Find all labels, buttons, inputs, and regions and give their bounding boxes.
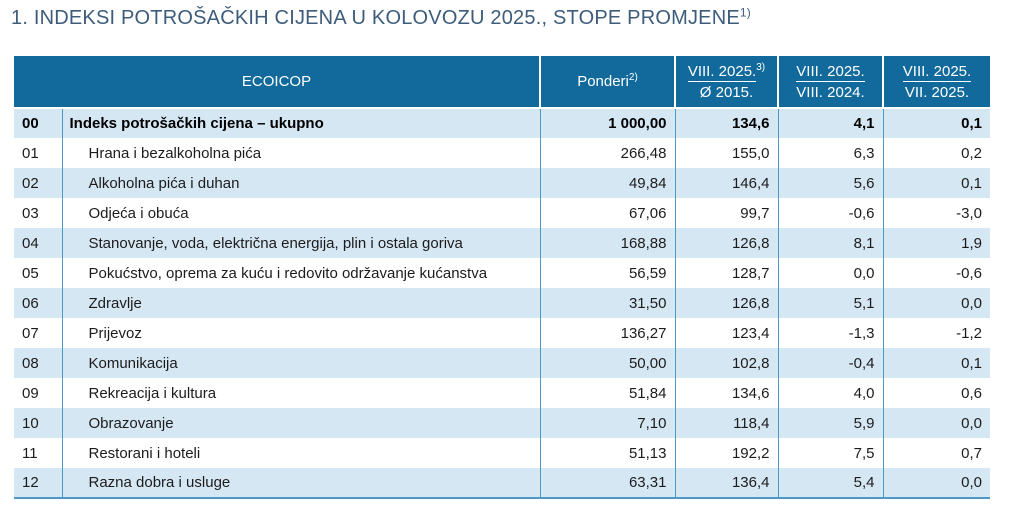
row-code: 03 [14,198,62,228]
row-mom: 0,0 [883,408,990,438]
table-row [14,438,990,468]
table-body [14,108,990,498]
page [0,7,1024,514]
row-ponderi: 51,84 [540,378,675,408]
page-title [11,7,1024,30]
row-yoy: 5,9 [778,408,883,438]
table-row [14,318,990,348]
row-yoy: -0,4 [778,348,883,378]
row-ponderi: 49,84 [540,168,675,198]
row-name: Rekreacija i kultura [62,378,540,408]
row-name: Restorani i hoteli [62,438,540,468]
index-2015-fraction [688,61,765,103]
table-row [14,228,990,258]
row-name: Prijevoz [62,318,540,348]
row-index-2015: 146,4 [675,168,778,198]
row-name: Zdravlje [62,288,540,318]
row-index-2015: 126,8 [675,288,778,318]
cpi-table [14,56,990,499]
row-mom: -0,6 [883,258,990,288]
row-yoy: 6,3 [778,138,883,168]
row-name: Indeks potrošačkih cijena – ukupno [62,108,540,138]
table-row [14,408,990,438]
col-header-index-2015 [675,56,778,108]
row-mom: 0,2 [883,138,990,168]
row-yoy: 0,0 [778,258,883,288]
row-code: 07 [14,318,62,348]
index-2015-numerator: VIII. 2025. [687,62,757,80]
row-code: 09 [14,378,62,408]
row-yoy: 4,0 [778,378,883,408]
row-index-2015: 136,4 [675,468,778,498]
row-yoy: 5,6 [778,168,883,198]
row-index-2015: 126,8 [675,228,778,258]
ponderi-label: Ponderi [577,73,629,90]
index-2015-denominator: Ø 2015. [699,83,754,101]
row-mom: 0,1 [883,348,990,378]
row-code: 02 [14,168,62,198]
yoy-fraction [796,61,864,103]
row-index-2015: 102,8 [675,348,778,378]
col-header-ecoicop: ECOICOP [14,56,540,108]
row-index-2015: 155,0 [675,138,778,168]
yoy-numerator: VIII. 2025. [796,62,865,80]
row-name: Komunikacija [62,348,540,378]
row-mom: -3,0 [883,198,990,228]
row-name: Odjeća i obuća [62,198,540,228]
row-ponderi: 51,13 [540,438,675,468]
row-ponderi: 56,59 [540,258,675,288]
table-row [14,258,990,288]
table-row [14,378,990,408]
row-index-2015: 118,4 [675,408,778,438]
row-mom: 0,1 [883,168,990,198]
col-header-mom [883,56,990,108]
row-ponderi: 136,27 [540,318,675,348]
row-ponderi: 50,00 [540,348,675,378]
row-index-2015: 123,4 [675,318,778,348]
row-code: 11 [14,438,62,468]
row-code: 08 [14,348,62,378]
table-row [14,288,990,318]
row-yoy: -1,3 [778,318,883,348]
row-code: 00 [14,108,62,138]
row-index-2015: 134,6 [675,108,778,138]
row-mom: 0,6 [883,378,990,408]
row-ponderi: 67,06 [540,198,675,228]
row-code: 10 [14,408,62,438]
row-yoy: 5,4 [778,468,883,498]
row-name: Hrana i bezalkoholna pića [62,138,540,168]
row-mom: -1,2 [883,318,990,348]
row-yoy: -0,6 [778,198,883,228]
row-yoy: 4,1 [778,108,883,138]
mom-numerator: VIII. 2025. [902,62,972,80]
row-code: 06 [14,288,62,318]
row-yoy: 8,1 [778,228,883,258]
title-footnote-marker: 1) [739,5,751,20]
row-ponderi: 7,10 [540,408,675,438]
row-ponderi: 1 000,00 [540,108,675,138]
row-index-2015: 128,7 [675,258,778,288]
table-row [14,168,990,198]
row-mom: 0,0 [883,288,990,318]
ponderi-footnote-marker: 2) [628,72,638,83]
col-header-ponderi [540,56,675,108]
row-index-2015: 192,2 [675,438,778,468]
table-row [14,348,990,378]
row-code: 04 [14,228,62,258]
mom-denominator: VII. 2025. [904,83,970,101]
table-row [14,198,990,228]
row-yoy: 5,1 [778,288,883,318]
row-ponderi: 31,50 [540,288,675,318]
row-yoy: 7,5 [778,438,883,468]
row-mom: 0,7 [883,438,990,468]
col-header-yoy [778,56,883,108]
row-code: 01 [14,138,62,168]
row-code: 12 [14,468,62,498]
header-row [14,56,990,108]
table-row [14,468,990,498]
row-name: Obrazovanje [62,408,540,438]
row-index-2015: 99,7 [675,198,778,228]
row-name: Pokućstvo, oprema za kuću i redovito održavanje kućanstva [62,258,540,288]
row-ponderi: 168,88 [540,228,675,258]
row-mom: 0,1 [883,108,990,138]
row-index-2015: 134,6 [675,378,778,408]
row-name: Razna dobra i usluge [62,468,540,498]
row-mom: 0,0 [883,468,990,498]
table-row [14,138,990,168]
row-ponderi: 63,31 [540,468,675,498]
index-2015-footnote-marker: 3) [756,61,766,73]
row-code: 05 [14,258,62,288]
mom-fraction [903,61,971,103]
row-name: Stanovanje, voda, električna energija, plin i ostala goriva [62,228,540,258]
page-title-text: 1. INDEKSI POTROŠAČKIH CIJENA U KOLOVOZU 2025., STOPE PROMJENE [11,7,740,29]
table-row [14,108,990,138]
yoy-denominator: VIII. 2024. [796,83,865,101]
row-name: Alkoholna pića i duhan [62,168,540,198]
row-mom: 1,9 [883,228,990,258]
row-ponderi: 266,48 [540,138,675,168]
table-header [14,56,990,108]
